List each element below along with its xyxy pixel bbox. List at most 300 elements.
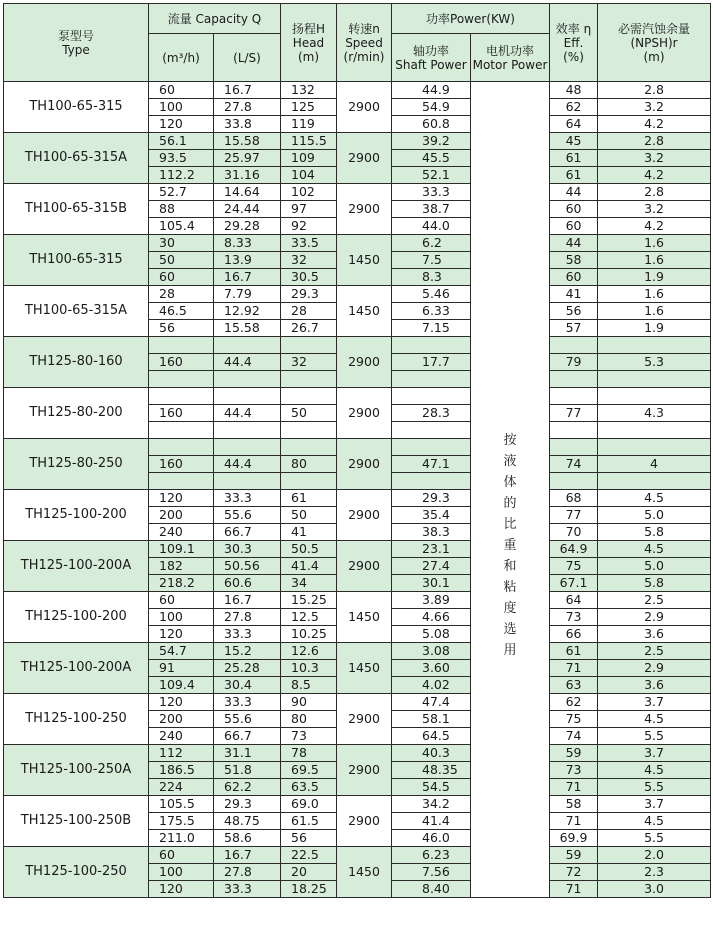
shaft-power-cell: 23.1 (392, 541, 471, 558)
shaft-power-cell: 48.35 (392, 762, 471, 779)
flow-m3h-cell (149, 337, 214, 354)
flow-m3h-cell: 120 (149, 490, 214, 507)
head-cell: 34 (281, 575, 337, 592)
pump-model-cell: TH100-65-315 (4, 82, 149, 133)
efficiency-cell: 45 (550, 133, 598, 150)
npsh-cell: 4.2 (598, 218, 711, 235)
flow-ls-cell: 30.4 (214, 677, 281, 694)
speed-cell: 1450 (337, 592, 392, 643)
flow-m3h-cell: 28 (149, 286, 214, 303)
head-cell: 61.5 (281, 813, 337, 830)
shaft-power-cell: 4.02 (392, 677, 471, 694)
efficiency-cell: 70 (550, 524, 598, 541)
shaft-power-cell: 28.3 (392, 405, 471, 422)
flow-m3h-cell: 91 (149, 660, 214, 677)
pump-model-cell: TH125-100-200A (4, 541, 149, 592)
head-cell: 102 (281, 184, 337, 201)
speed-cell: 2900 (337, 184, 392, 235)
table-row (4, 235, 711, 252)
flow-ls-cell: 29.3 (214, 796, 281, 813)
table-body (4, 82, 711, 898)
head-cell: 28 (281, 303, 337, 320)
table-row (4, 439, 711, 456)
header-shaft-en: Shaft Power (395, 57, 467, 72)
npsh-cell (598, 388, 711, 405)
npsh-cell: 3.2 (598, 201, 711, 218)
flow-m3h-cell: 240 (149, 728, 214, 745)
header-type-cn: 泵型号 (57, 28, 94, 43)
shaft-power-cell: 3.08 (392, 643, 471, 660)
pump-model-cell: TH125-100-250 (4, 847, 149, 898)
flow-m3h-cell: 200 (149, 711, 214, 728)
head-cell: 12.6 (281, 643, 337, 660)
head-cell: 50 (281, 507, 337, 524)
shaft-power-cell (392, 473, 471, 490)
header-efficiency (550, 4, 598, 82)
table-row (4, 592, 711, 609)
shaft-power-cell: 5.46 (392, 286, 471, 303)
efficiency-cell: 69.9 (550, 830, 598, 847)
npsh-cell: 1.6 (598, 235, 711, 252)
header-head-unit: (m) (297, 49, 320, 64)
flow-m3h-cell: 105.5 (149, 796, 214, 813)
npsh-cell: 3.6 (598, 677, 711, 694)
head-cell: 90 (281, 694, 337, 711)
flow-ls-cell: 30.3 (214, 541, 281, 558)
flow-ls-cell: 33.3 (214, 626, 281, 643)
shaft-power-cell: 64.5 (392, 728, 471, 745)
table-row (4, 541, 711, 558)
shaft-power-cell: 8.3 (392, 269, 471, 286)
flow-m3h-cell (149, 388, 214, 405)
efficiency-cell: 58 (550, 252, 598, 269)
flow-m3h-cell: 93.5 (149, 150, 214, 167)
flow-ls-cell: 16.7 (214, 82, 281, 99)
shaft-power-cell: 29.3 (392, 490, 471, 507)
shaft-power-cell: 34.2 (392, 796, 471, 813)
npsh-cell: 2.3 (598, 864, 711, 881)
npsh-cell: 2.5 (598, 643, 711, 660)
flow-m3h-cell (149, 371, 214, 388)
pump-model-cell: TH125-100-200A (4, 643, 149, 694)
flow-m3h-cell: 200 (149, 507, 214, 524)
shaft-power-cell: 4.66 (392, 609, 471, 626)
flow-m3h-cell: 100 (149, 99, 214, 116)
efficiency-cell: 41 (550, 286, 598, 303)
flow-ls-cell: 44.4 (214, 354, 281, 371)
efficiency-cell: 71 (550, 881, 598, 898)
flow-ls-cell: 62.2 (214, 779, 281, 796)
efficiency-cell (550, 473, 598, 490)
head-cell: 78 (281, 745, 337, 762)
flow-m3h-cell: 112 (149, 745, 214, 762)
efficiency-cell: 59 (550, 745, 598, 762)
speed-cell: 2900 (337, 694, 392, 745)
head-cell: 26.7 (281, 320, 337, 337)
shaft-power-cell: 17.7 (392, 354, 471, 371)
flow-m3h-cell (149, 439, 214, 456)
npsh-cell: 2.8 (598, 82, 711, 99)
shaft-power-cell (392, 388, 471, 405)
flow-ls-cell: 15.58 (214, 320, 281, 337)
npsh-cell: 5.5 (598, 779, 711, 796)
npsh-cell: 5.0 (598, 558, 711, 575)
header-npsh-en: (NPSH)r (630, 35, 678, 50)
efficiency-cell: 59 (550, 847, 598, 864)
head-cell: 30.5 (281, 269, 337, 286)
shaft-power-cell: 7.5 (392, 252, 471, 269)
flow-m3h-cell: 240 (149, 524, 214, 541)
header-npsh (598, 4, 711, 82)
header-capacity-ls: (L/S) (214, 34, 281, 82)
flow-m3h-cell: 60 (149, 847, 214, 864)
head-cell: 115.5 (281, 133, 337, 150)
efficiency-cell: 61 (550, 643, 598, 660)
header-motor-en: Motor Power (472, 57, 548, 72)
header-head-cn: 扬程H (291, 21, 326, 36)
flow-ls-cell: 33.8 (214, 116, 281, 133)
speed-cell: 1450 (337, 235, 392, 286)
flow-m3h-cell (149, 422, 214, 439)
head-cell: 80 (281, 711, 337, 728)
table-header (4, 4, 711, 82)
efficiency-cell: 56 (550, 303, 598, 320)
speed-cell: 2900 (337, 490, 392, 541)
shaft-power-cell: 41.4 (392, 813, 471, 830)
npsh-cell: 5.8 (598, 575, 711, 592)
flow-ls-cell: 31.16 (214, 167, 281, 184)
npsh-cell (598, 371, 711, 388)
head-cell: 41.4 (281, 558, 337, 575)
pump-spec-table-wrapper (3, 3, 711, 898)
header-speed-en: Speed (345, 35, 383, 50)
head-cell: 33.5 (281, 235, 337, 252)
speed-cell: 2900 (337, 439, 392, 490)
flow-ls-cell (214, 473, 281, 490)
shaft-power-cell: 27.4 (392, 558, 471, 575)
npsh-cell: 4.5 (598, 711, 711, 728)
npsh-cell: 2.0 (598, 847, 711, 864)
head-cell: 119 (281, 116, 337, 133)
shaft-power-cell: 6.33 (392, 303, 471, 320)
head-cell: 69.0 (281, 796, 337, 813)
head-cell: 18.25 (281, 881, 337, 898)
header-capacity: 流量 Capacity Q (149, 4, 281, 34)
pump-model-cell: TH100-65-315 (4, 235, 149, 286)
flow-ls-cell: 24.44 (214, 201, 281, 218)
shaft-power-cell: 38.3 (392, 524, 471, 541)
efficiency-cell: 71 (550, 779, 598, 796)
npsh-cell: 5.5 (598, 728, 711, 745)
header-speed (337, 4, 392, 82)
shaft-power-cell: 46.0 (392, 830, 471, 847)
shaft-power-cell: 6.23 (392, 847, 471, 864)
efficiency-cell: 58 (550, 796, 598, 813)
npsh-cell: 2.8 (598, 184, 711, 201)
head-cell: 50.5 (281, 541, 337, 558)
shaft-power-cell: 44.9 (392, 82, 471, 99)
flow-m3h-cell: 88 (149, 201, 214, 218)
head-cell (281, 337, 337, 354)
flow-m3h-cell: 46.5 (149, 303, 214, 320)
efficiency-cell (550, 439, 598, 456)
npsh-cell (598, 473, 711, 490)
pump-spec-table (3, 3, 711, 898)
npsh-cell: 2.8 (598, 133, 711, 150)
efficiency-cell: 74 (550, 456, 598, 473)
head-cell (281, 473, 337, 490)
npsh-cell: 1.9 (598, 320, 711, 337)
efficiency-cell (550, 337, 598, 354)
head-cell: 63.5 (281, 779, 337, 796)
flow-m3h-cell: 160 (149, 354, 214, 371)
flow-ls-cell: 25.28 (214, 660, 281, 677)
head-cell: 132 (281, 82, 337, 99)
flow-m3h-cell: 52.7 (149, 184, 214, 201)
efficiency-cell: 60 (550, 218, 598, 235)
flow-m3h-cell: 112.2 (149, 167, 214, 184)
flow-m3h-cell: 105.4 (149, 218, 214, 235)
efficiency-cell: 71 (550, 660, 598, 677)
npsh-cell (598, 422, 711, 439)
flow-ls-cell: 55.6 (214, 711, 281, 728)
head-cell: 61 (281, 490, 337, 507)
table-row (4, 490, 711, 507)
efficiency-cell: 74 (550, 728, 598, 745)
header-motor-cn: 电机功率 (486, 43, 535, 58)
shaft-power-cell: 3.89 (392, 592, 471, 609)
flow-m3h-cell: 100 (149, 609, 214, 626)
head-cell: 10.3 (281, 660, 337, 677)
flow-ls-cell: 44.4 (214, 456, 281, 473)
npsh-cell: 3.6 (598, 626, 711, 643)
npsh-cell: 3.2 (598, 99, 711, 116)
npsh-cell: 1.6 (598, 286, 711, 303)
flow-ls-cell: 15.58 (214, 133, 281, 150)
table-row (4, 286, 711, 303)
flow-ls-cell (214, 422, 281, 439)
flow-ls-cell: 27.8 (214, 609, 281, 626)
table-row (4, 337, 711, 354)
efficiency-cell: 44 (550, 184, 598, 201)
flow-ls-cell: 48.75 (214, 813, 281, 830)
npsh-cell: 5.3 (598, 354, 711, 371)
head-cell: 125 (281, 99, 337, 116)
shaft-power-cell: 3.60 (392, 660, 471, 677)
flow-ls-cell (214, 388, 281, 405)
efficiency-cell: 73 (550, 609, 598, 626)
head-cell: 104 (281, 167, 337, 184)
head-cell: 80 (281, 456, 337, 473)
npsh-cell (598, 337, 711, 354)
pump-model-cell: TH125-100-250B (4, 796, 149, 847)
head-cell: 10.25 (281, 626, 337, 643)
speed-cell: 2900 (337, 82, 392, 133)
npsh-cell: 4.2 (598, 167, 711, 184)
flow-m3h-cell: 120 (149, 881, 214, 898)
flow-m3h-cell: 56 (149, 320, 214, 337)
pump-model-cell: TH125-100-200 (4, 592, 149, 643)
efficiency-cell: 68 (550, 490, 598, 507)
npsh-cell: 3.7 (598, 694, 711, 711)
header-npsh-unit: (m) (643, 49, 665, 64)
flow-m3h-cell: 160 (149, 405, 214, 422)
head-cell: 32 (281, 252, 337, 269)
npsh-cell: 4.5 (598, 813, 711, 830)
flow-m3h-cell: 218.2 (149, 575, 214, 592)
efficiency-cell: 57 (550, 320, 598, 337)
shaft-power-cell: 7.15 (392, 320, 471, 337)
npsh-cell: 3.7 (598, 745, 711, 762)
table-row (4, 82, 711, 99)
efficiency-cell: 75 (550, 558, 598, 575)
pump-model-cell: TH125-80-250 (4, 439, 149, 490)
flow-ls-cell: 13.9 (214, 252, 281, 269)
head-cell (281, 388, 337, 405)
npsh-cell: 1.9 (598, 269, 711, 286)
head-cell: 22.5 (281, 847, 337, 864)
efficiency-cell: 61 (550, 150, 598, 167)
flow-ls-cell: 16.7 (214, 592, 281, 609)
shaft-power-cell: 33.3 (392, 184, 471, 201)
npsh-cell: 2.9 (598, 660, 711, 677)
table-row (4, 796, 711, 813)
header-capacity-m3h: (m³/h) (149, 34, 214, 82)
npsh-cell: 5.8 (598, 524, 711, 541)
npsh-cell: 2.5 (598, 592, 711, 609)
npsh-cell: 5.0 (598, 507, 711, 524)
table-row (4, 643, 711, 660)
shaft-power-cell: 52.1 (392, 167, 471, 184)
head-cell: 73 (281, 728, 337, 745)
efficiency-cell: 60 (550, 269, 598, 286)
table-row (4, 184, 711, 201)
shaft-power-cell (392, 371, 471, 388)
shaft-power-cell: 40.3 (392, 745, 471, 762)
flow-ls-cell: 8.33 (214, 235, 281, 252)
npsh-cell: 4.3 (598, 405, 711, 422)
flow-ls-cell (214, 439, 281, 456)
pump-model-cell: TH125-100-250 (4, 694, 149, 745)
speed-cell: 2900 (337, 796, 392, 847)
head-cell (281, 439, 337, 456)
flow-m3h-cell: 54.7 (149, 643, 214, 660)
speed-cell: 2900 (337, 388, 392, 439)
flow-m3h-cell: 160 (149, 456, 214, 473)
head-cell: 12.5 (281, 609, 337, 626)
shaft-power-cell (392, 439, 471, 456)
head-cell: 32 (281, 354, 337, 371)
table-row (4, 847, 711, 864)
flow-m3h-cell: 56.1 (149, 133, 214, 150)
flow-m3h-cell: 186.5 (149, 762, 214, 779)
efficiency-cell: 67.1 (550, 575, 598, 592)
flow-m3h-cell: 211.0 (149, 830, 214, 847)
efficiency-cell: 64.9 (550, 541, 598, 558)
flow-ls-cell: 66.7 (214, 524, 281, 541)
flow-ls-cell: 66.7 (214, 728, 281, 745)
header-npsh-cn: 必需汽蚀余量 (618, 21, 691, 36)
header-shaft-power (392, 34, 471, 82)
header-eff-en: Eff. (563, 35, 584, 50)
npsh-cell: 3.0 (598, 881, 711, 898)
efficiency-cell: 63 (550, 677, 598, 694)
flow-ls-cell: 12.92 (214, 303, 281, 320)
flow-m3h-cell: 120 (149, 116, 214, 133)
efficiency-cell: 77 (550, 405, 598, 422)
efficiency-cell: 44 (550, 235, 598, 252)
flow-ls-cell: 25.97 (214, 150, 281, 167)
head-cell: 20 (281, 864, 337, 881)
flow-m3h-cell (149, 473, 214, 490)
header-head-en: Head (292, 35, 325, 50)
flow-m3h-cell: 50 (149, 252, 214, 269)
pump-model-cell: TH125-100-250A (4, 745, 149, 796)
header-motor-power (471, 34, 550, 82)
flow-m3h-cell: 100 (149, 864, 214, 881)
head-cell (281, 371, 337, 388)
flow-ls-cell: 16.7 (214, 269, 281, 286)
shaft-power-cell: 5.08 (392, 626, 471, 643)
flow-m3h-cell: 182 (149, 558, 214, 575)
head-cell: 56 (281, 830, 337, 847)
speed-cell: 1450 (337, 286, 392, 337)
pump-model-cell: TH100-65-315A (4, 286, 149, 337)
flow-m3h-cell: 224 (149, 779, 214, 796)
flow-ls-cell: 50.56 (214, 558, 281, 575)
flow-ls-cell: 27.8 (214, 99, 281, 116)
speed-cell: 2900 (337, 337, 392, 388)
flow-ls-cell: 29.28 (214, 218, 281, 235)
header-eff-cn: 效率 η (555, 21, 592, 36)
shaft-power-cell (392, 337, 471, 354)
shaft-power-cell: 54.9 (392, 99, 471, 116)
head-cell: 8.5 (281, 677, 337, 694)
npsh-cell: 4.5 (598, 490, 711, 507)
flow-m3h-cell: 120 (149, 626, 214, 643)
npsh-cell: 3.2 (598, 150, 711, 167)
pump-model-cell: TH100-65-315A (4, 133, 149, 184)
npsh-cell: 1.6 (598, 303, 711, 320)
head-cell: 92 (281, 218, 337, 235)
shaft-power-cell: 60.8 (392, 116, 471, 133)
head-cell: 97 (281, 201, 337, 218)
shaft-power-cell: 58.1 (392, 711, 471, 728)
header-speed-unit: (r/min) (343, 49, 385, 64)
head-cell: 69.5 (281, 762, 337, 779)
efficiency-cell: 77 (550, 507, 598, 524)
head-cell: 50 (281, 405, 337, 422)
efficiency-cell: 79 (550, 354, 598, 371)
efficiency-cell: 61 (550, 167, 598, 184)
motor-power-note: 按液体的比重和粘度选用 (503, 433, 517, 658)
pump-model-cell: TH100-65-315B (4, 184, 149, 235)
header-eff-unit: (%) (563, 49, 584, 64)
shaft-power-cell: 44.0 (392, 218, 471, 235)
flow-ls-cell: 33.3 (214, 490, 281, 507)
npsh-cell: 3.7 (598, 796, 711, 813)
efficiency-cell: 75 (550, 711, 598, 728)
efficiency-cell: 62 (550, 694, 598, 711)
flow-ls-cell (214, 337, 281, 354)
pump-model-cell: TH125-100-200 (4, 490, 149, 541)
npsh-cell: 4 (598, 456, 711, 473)
table-row (4, 694, 711, 711)
flow-m3h-cell: 120 (149, 694, 214, 711)
table-row (4, 745, 711, 762)
flow-ls-cell: 31.1 (214, 745, 281, 762)
efficiency-cell: 64 (550, 116, 598, 133)
